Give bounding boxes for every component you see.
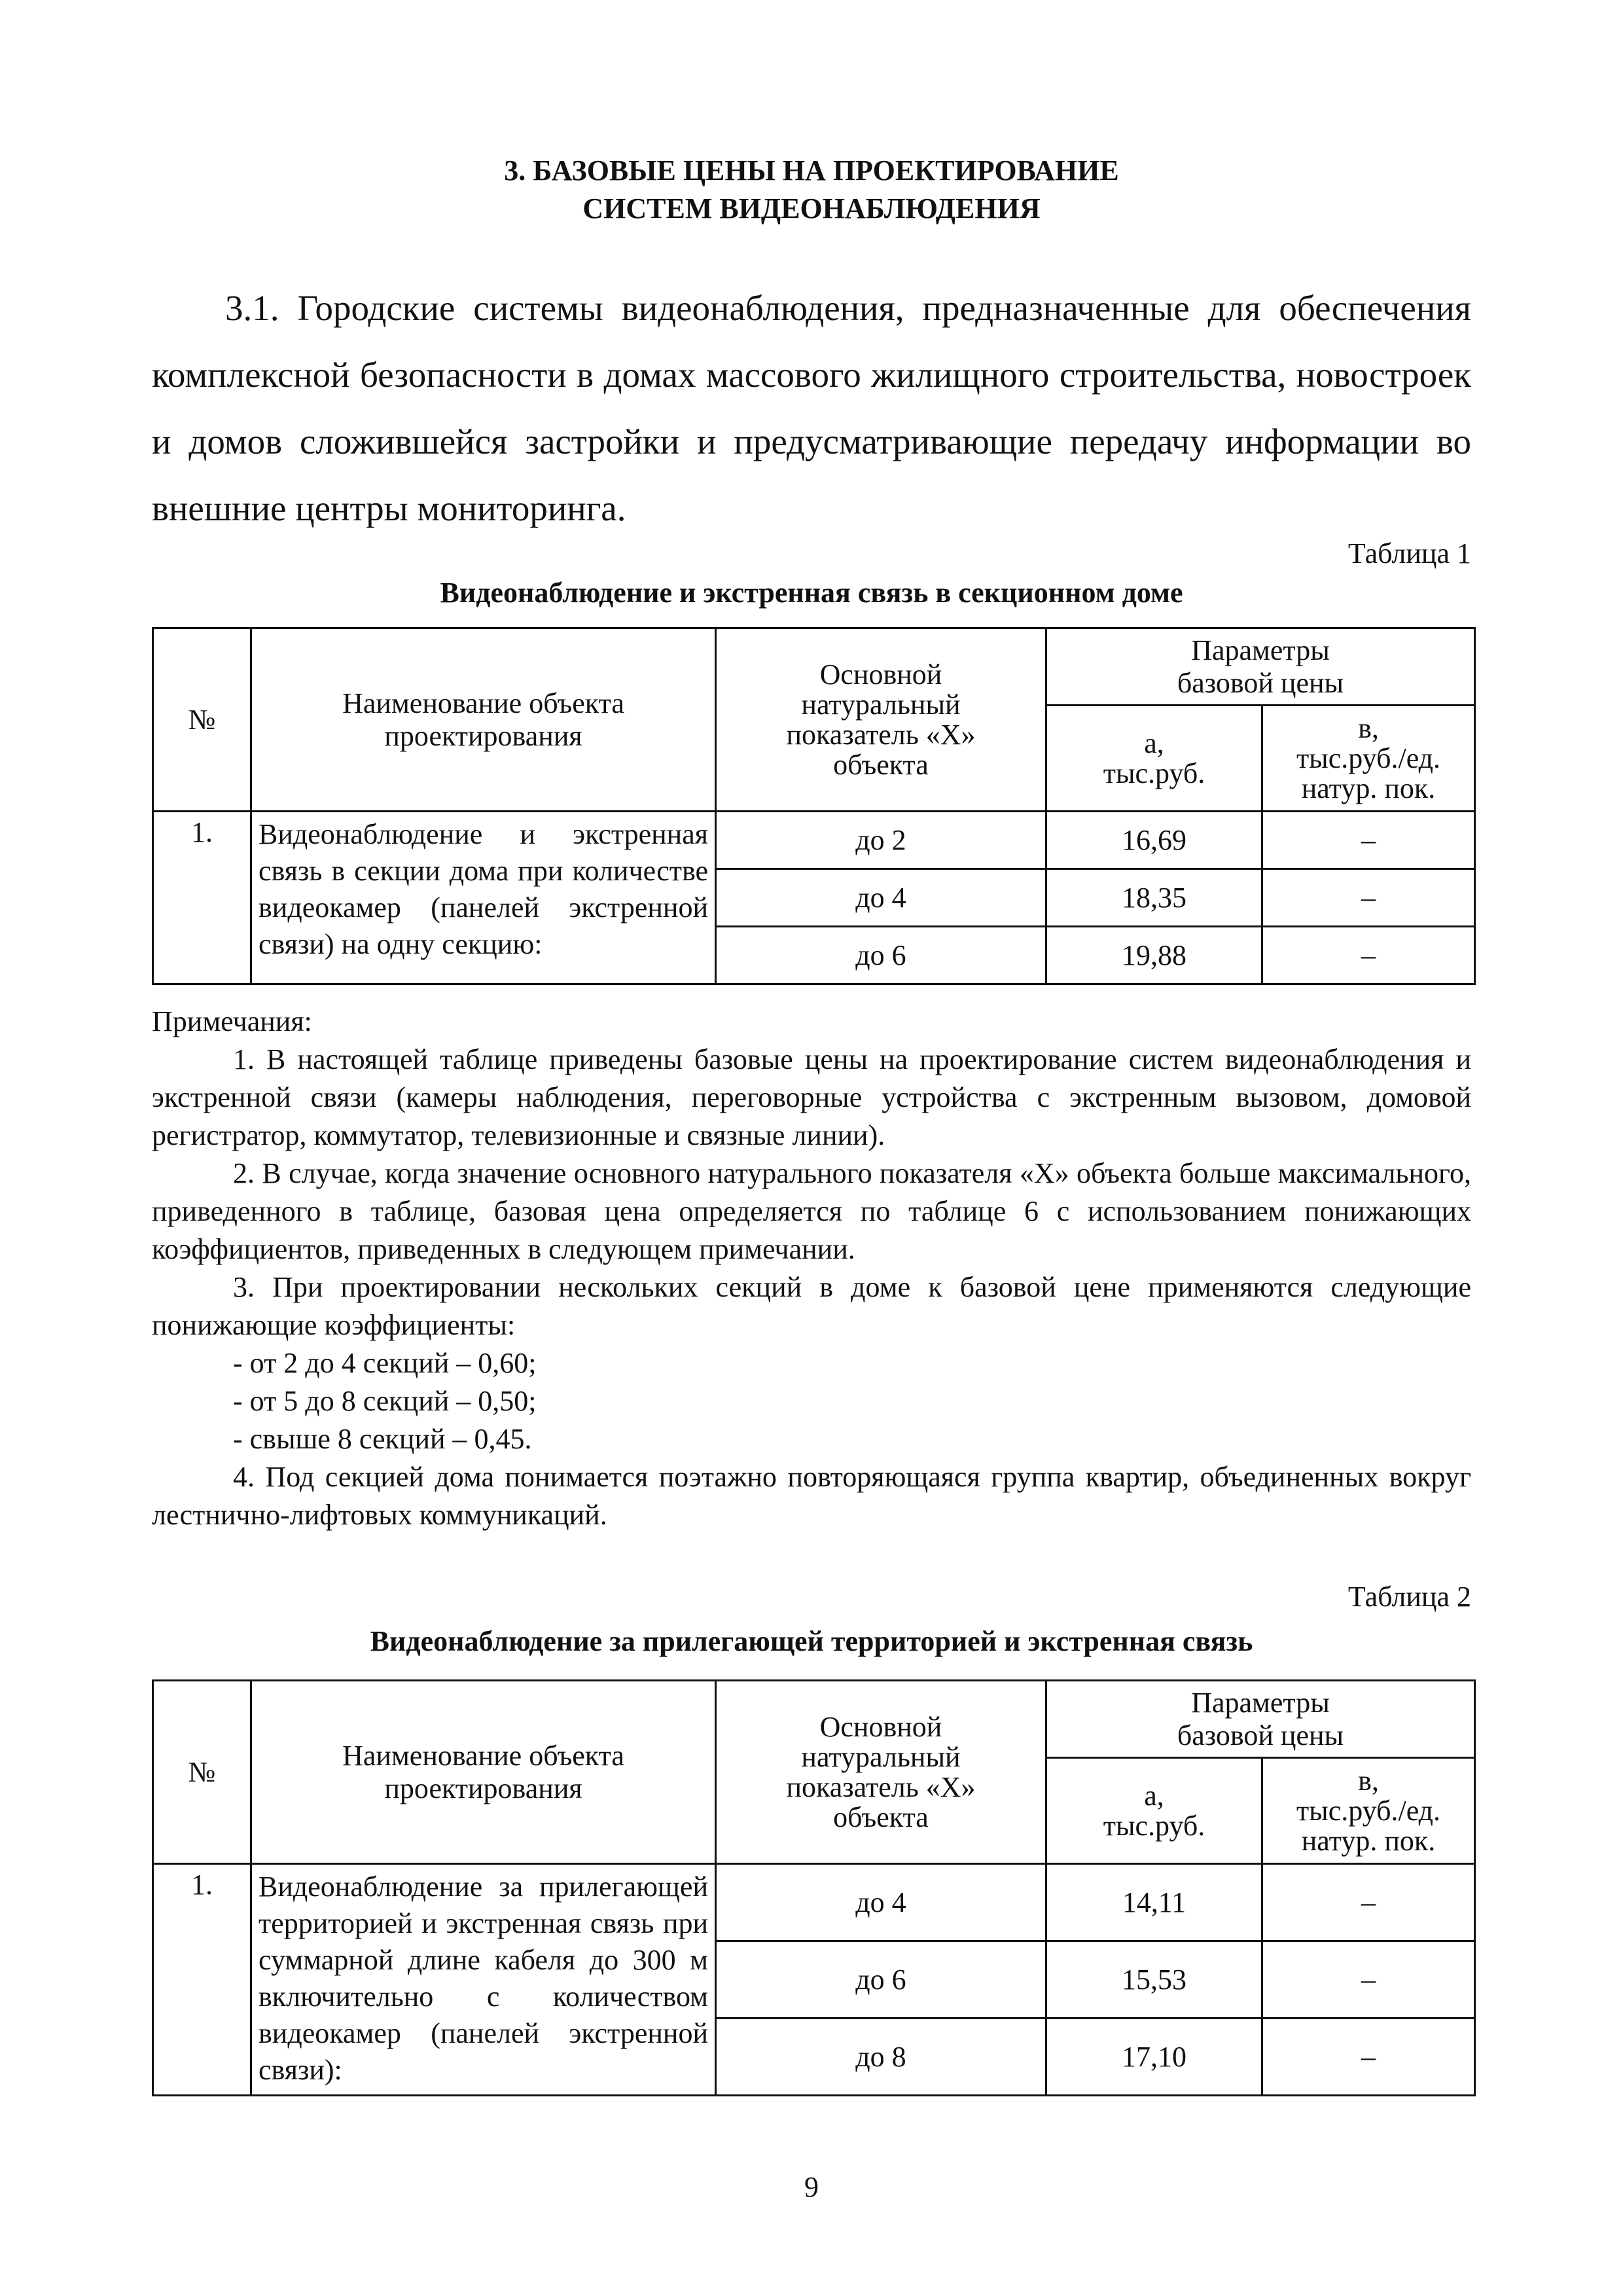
note-3: 3. При проектировании нескольких секций в доме к базовой цене применяются следующие понижающие коэффициенты:: [152, 1271, 1471, 1341]
page-number: 9: [804, 2171, 819, 2203]
header-param-b: в, тыс.руб./ед. натур. пок.: [1262, 706, 1475, 812]
header-number: №: [153, 1681, 251, 1864]
table-row: [153, 1864, 1475, 1941]
note-2: 2. В случае, когда значение основного натурального показателя «Х» объекта больше максимального, приведенного в таблице, базовая цена определяется по таблице 6 с использованием понижающих коэффициентов, приведенных в следующем примечании.: [152, 1157, 1471, 1265]
note-1: 1. В настоящей таблице приведены базовые цены на проектирование систем видеонаблюдения и экстренной связи (камеры наблюдения, переговорные устройства с экстренным вызовом, домовой регистратор, коммутатор, телевизионные и связные линии).: [152, 1043, 1471, 1151]
note-4: 4. Под секцией дома понимается поэтажно повторяющаяся группа квартир, объединенных вокруг лестнично-лифтовых коммуникаций.: [152, 1461, 1471, 1531]
row-number: 1.: [153, 1864, 251, 2096]
cell-indicator: до 2: [716, 812, 1046, 869]
cell-param-a: 15,53: [1046, 1941, 1262, 2018]
cell-param-a: 18,35: [1046, 869, 1262, 927]
cell-indicator: до 4: [716, 1864, 1046, 1941]
section-title-line-1: 3. БАЗОВЫЕ ЦЕНЫ НА ПРОЕКТИРОВАНИЕ: [504, 154, 1119, 187]
header-param-a: а, тыс.руб.: [1046, 706, 1262, 812]
coefficient-item: - от 2 до 4 секций – 0,60;: [233, 1347, 537, 1379]
header-object-name: Наименование объекта проектирования: [251, 1681, 716, 1864]
table-row: [153, 812, 1475, 869]
header-number: №: [153, 628, 251, 812]
cell-indicator: до 8: [716, 2018, 1046, 2096]
row-object-name: Видеонаблюдение и экстренная связь в секции дома при количестве видеокамер (панелей экстренной связи) на одну секцию:: [251, 812, 716, 984]
intro-paragraph: 3.1. Городские системы видеонаблюдения, предназначенные для обеспечения комплексной безопасности в домах массового жилищного строительства, новостроек и домов сложившейся застройки и предусматривающие передачу информации во внешние центры мониторинга.: [152, 288, 1471, 528]
notes-heading: Примечания:: [152, 1005, 312, 1037]
notes: [152, 1003, 1471, 1534]
section-title-line-2: СИСТЕМ ВИДЕОНАБЛЮДЕНИЯ: [582, 192, 1041, 224]
table1: [152, 627, 1476, 985]
cell-param-b: –: [1262, 2018, 1475, 2096]
cell-indicator: до 6: [716, 1941, 1046, 2018]
cell-param-b: –: [1262, 1864, 1475, 1941]
row-object-name: Видеонаблюдение за прилегающей территорией и экстренная связь при суммарной длине кабеля до 300 м включительно с количеством видеокамер (панелей экстренной связи):: [251, 1864, 716, 2096]
row-number: 1.: [153, 812, 251, 984]
cell-param-a: 17,10: [1046, 2018, 1262, 2096]
cell-param-b: –: [1262, 869, 1475, 927]
table1-caption: Таблица 1: [1347, 537, 1471, 569]
table1-title: Видеонаблюдение и экстренная связь в секционном доме: [440, 577, 1183, 609]
coefficient-item: - свыше 8 секций – 0,45.: [233, 1423, 532, 1455]
cell-param-b: –: [1262, 927, 1475, 984]
cell-param-b: –: [1262, 812, 1475, 869]
header-object-name: Наименование объекта проектирования: [251, 628, 716, 812]
cell-param-a: 14,11: [1046, 1864, 1262, 1941]
header-indicator: Основной натуральный показатель «Х» объекта: [716, 1681, 1046, 1864]
section-title: [152, 152, 1471, 228]
table2: [152, 1679, 1476, 2096]
table2-title: Видеонаблюдение за прилегающей территорией и экстренная связь: [370, 1625, 1253, 1657]
header-base-price-params: Параметры базовой цены: [1046, 1681, 1475, 1758]
header-param-b: в, тыс.руб./ед. натур. пок.: [1262, 1758, 1475, 1864]
header-param-a: а, тыс.руб.: [1046, 1758, 1262, 1864]
cell-param-a: 16,69: [1046, 812, 1262, 869]
cell-indicator: до 4: [716, 869, 1046, 927]
header-indicator: Основной натуральный показатель «Х» объекта: [716, 628, 1046, 812]
coefficient-item: - от 5 до 8 секций – 0,50;: [233, 1385, 537, 1417]
cell-indicator: до 6: [716, 927, 1046, 984]
cell-param-a: 19,88: [1046, 927, 1262, 984]
header-base-price-params: Параметры базовой цены: [1046, 628, 1475, 706]
table2-caption: Таблица 2: [1347, 1581, 1471, 1613]
cell-param-b: –: [1262, 1941, 1475, 2018]
